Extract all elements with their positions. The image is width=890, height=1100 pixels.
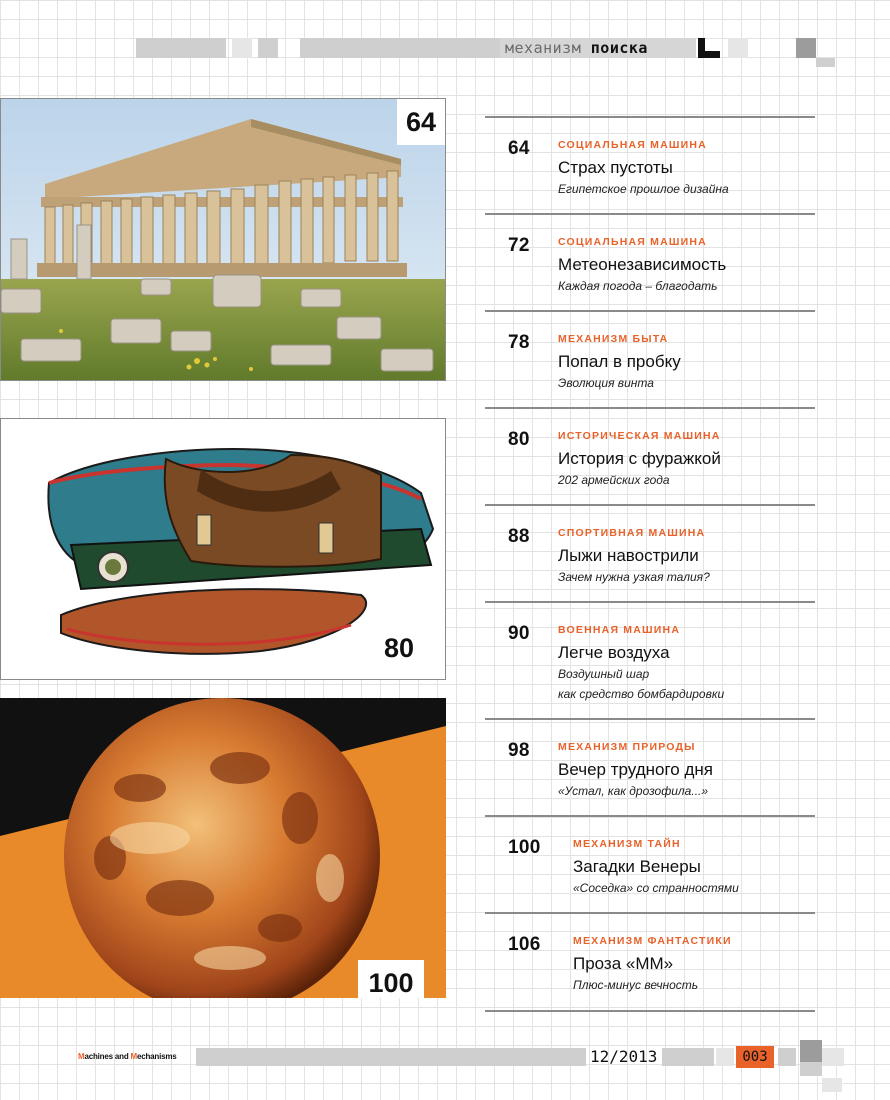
toc-title: Метеонезависимость xyxy=(558,255,727,274)
section-title-bold: поиска xyxy=(590,39,648,57)
page-badge: 64 xyxy=(397,99,445,145)
toc-page-number: 90 xyxy=(508,623,530,644)
toc-bottom-rule xyxy=(485,1010,815,1012)
footer-square xyxy=(778,1048,796,1066)
toc-category: ВОЕННАЯ МАШИНА xyxy=(558,624,681,636)
header-square xyxy=(728,38,748,58)
toc-category: МЕХАНИЗМ ТАЙН xyxy=(573,838,681,850)
toc-title: Попал в пробку xyxy=(558,352,681,371)
brand-initial: M xyxy=(78,1052,85,1061)
footer-square xyxy=(822,1078,842,1092)
footer-bar-segment xyxy=(196,1048,586,1066)
page-badge: 100 xyxy=(358,960,424,998)
toc-subtitle: Эволюция винта xyxy=(558,376,654,390)
toc-title: Вечер трудного дня xyxy=(558,760,713,779)
toc-entry[interactable] xyxy=(485,504,815,601)
page-badge: 80 xyxy=(369,625,429,671)
toc-subtitle: Египетское прошлое дизайна xyxy=(558,182,729,196)
toc-title: Легче воздуха xyxy=(558,643,670,662)
issue-number: 12/2013 xyxy=(590,1047,658,1066)
toc-subtitle: Каждая погода – благодать xyxy=(558,279,718,293)
header-square xyxy=(816,58,835,67)
toc-page-number: 80 xyxy=(508,429,530,450)
section-title xyxy=(505,38,695,58)
header-square xyxy=(796,38,816,58)
toc-category: МЕХАНИЗМ ПРИРОДЫ xyxy=(558,741,696,753)
toc-page-number: 106 xyxy=(508,934,541,955)
image-panel-venus xyxy=(0,698,446,998)
toc-category: СПОРТИВНАЯ МАШИНА xyxy=(558,527,706,539)
toc-entry[interactable] xyxy=(485,407,815,504)
toc-page-number: 98 xyxy=(508,740,530,761)
toc-entry[interactable] xyxy=(485,116,815,213)
toc-entry[interactable] xyxy=(485,213,815,310)
toc-subtitle: Воздушный шар xyxy=(558,667,650,681)
header-bar-segment xyxy=(136,38,226,58)
toc-category: ИСТОРИЧЕСКАЯ МАШИНА xyxy=(558,430,721,442)
footer-square xyxy=(800,1040,822,1062)
toc-page-number: 64 xyxy=(508,138,530,159)
footer-square xyxy=(716,1048,734,1066)
toc-entry[interactable] xyxy=(485,601,815,718)
toc-entry[interactable] xyxy=(485,815,815,912)
header-square xyxy=(258,38,278,58)
toc-subtitle: Зачем нужна узкая талия? xyxy=(558,570,710,584)
brand-initial: M xyxy=(130,1052,137,1061)
toc-title: Страх пустоты xyxy=(558,158,673,177)
toc-subtitle: 202 армейских года xyxy=(558,473,670,487)
toc-subtitle: «Соседка» со странностями xyxy=(573,881,739,895)
header-bar-segment xyxy=(300,38,500,58)
toc-page-number: 88 xyxy=(508,526,530,547)
image-panel-cap xyxy=(0,418,446,680)
page-number: 003 xyxy=(736,1046,774,1068)
parthenon-image xyxy=(1,99,446,381)
image-panel-parthenon xyxy=(0,98,446,381)
toc-subtitle: Плюс-минус вечность xyxy=(573,978,699,992)
toc-title: Проза «ММ» xyxy=(573,954,674,973)
toc-page-number: 78 xyxy=(508,332,530,353)
toc-title: История с фуражкой xyxy=(558,449,721,468)
toc-subtitle: как средство бомбардировки xyxy=(558,687,725,701)
toc-title: Лыжи навострили xyxy=(558,546,699,565)
toc-category: СОЦИАЛЬНАЯ МАШИНА xyxy=(558,236,707,248)
corner-mark-icon xyxy=(698,38,720,58)
toc-entry[interactable] xyxy=(485,718,815,815)
toc-page-number: 72 xyxy=(508,235,530,256)
toc-entry[interactable] xyxy=(485,912,815,1010)
toc-title: Загадки Венеры xyxy=(573,857,701,876)
brand-word: echanisms xyxy=(137,1052,177,1061)
toc-entry[interactable] xyxy=(485,310,815,407)
toc-category: МЕХАНИЗМ БЫТА xyxy=(558,333,669,345)
toc-category: СОЦИАЛЬНАЯ МАШИНА xyxy=(558,139,707,151)
footer-square xyxy=(800,1062,822,1076)
brand-word: achines and xyxy=(84,1052,131,1061)
footer-square xyxy=(822,1048,844,1066)
header-square xyxy=(232,38,252,58)
toc-category: МЕХАНИЗМ ФАНТАСТИКИ xyxy=(573,935,732,947)
section-title-light: механизм xyxy=(505,39,582,57)
venus-image xyxy=(0,698,446,998)
magazine-brand xyxy=(78,1052,198,1061)
toc-subtitle: «Устал, как дрозофила...» xyxy=(558,784,709,798)
toc-page-number: 100 xyxy=(508,837,541,858)
